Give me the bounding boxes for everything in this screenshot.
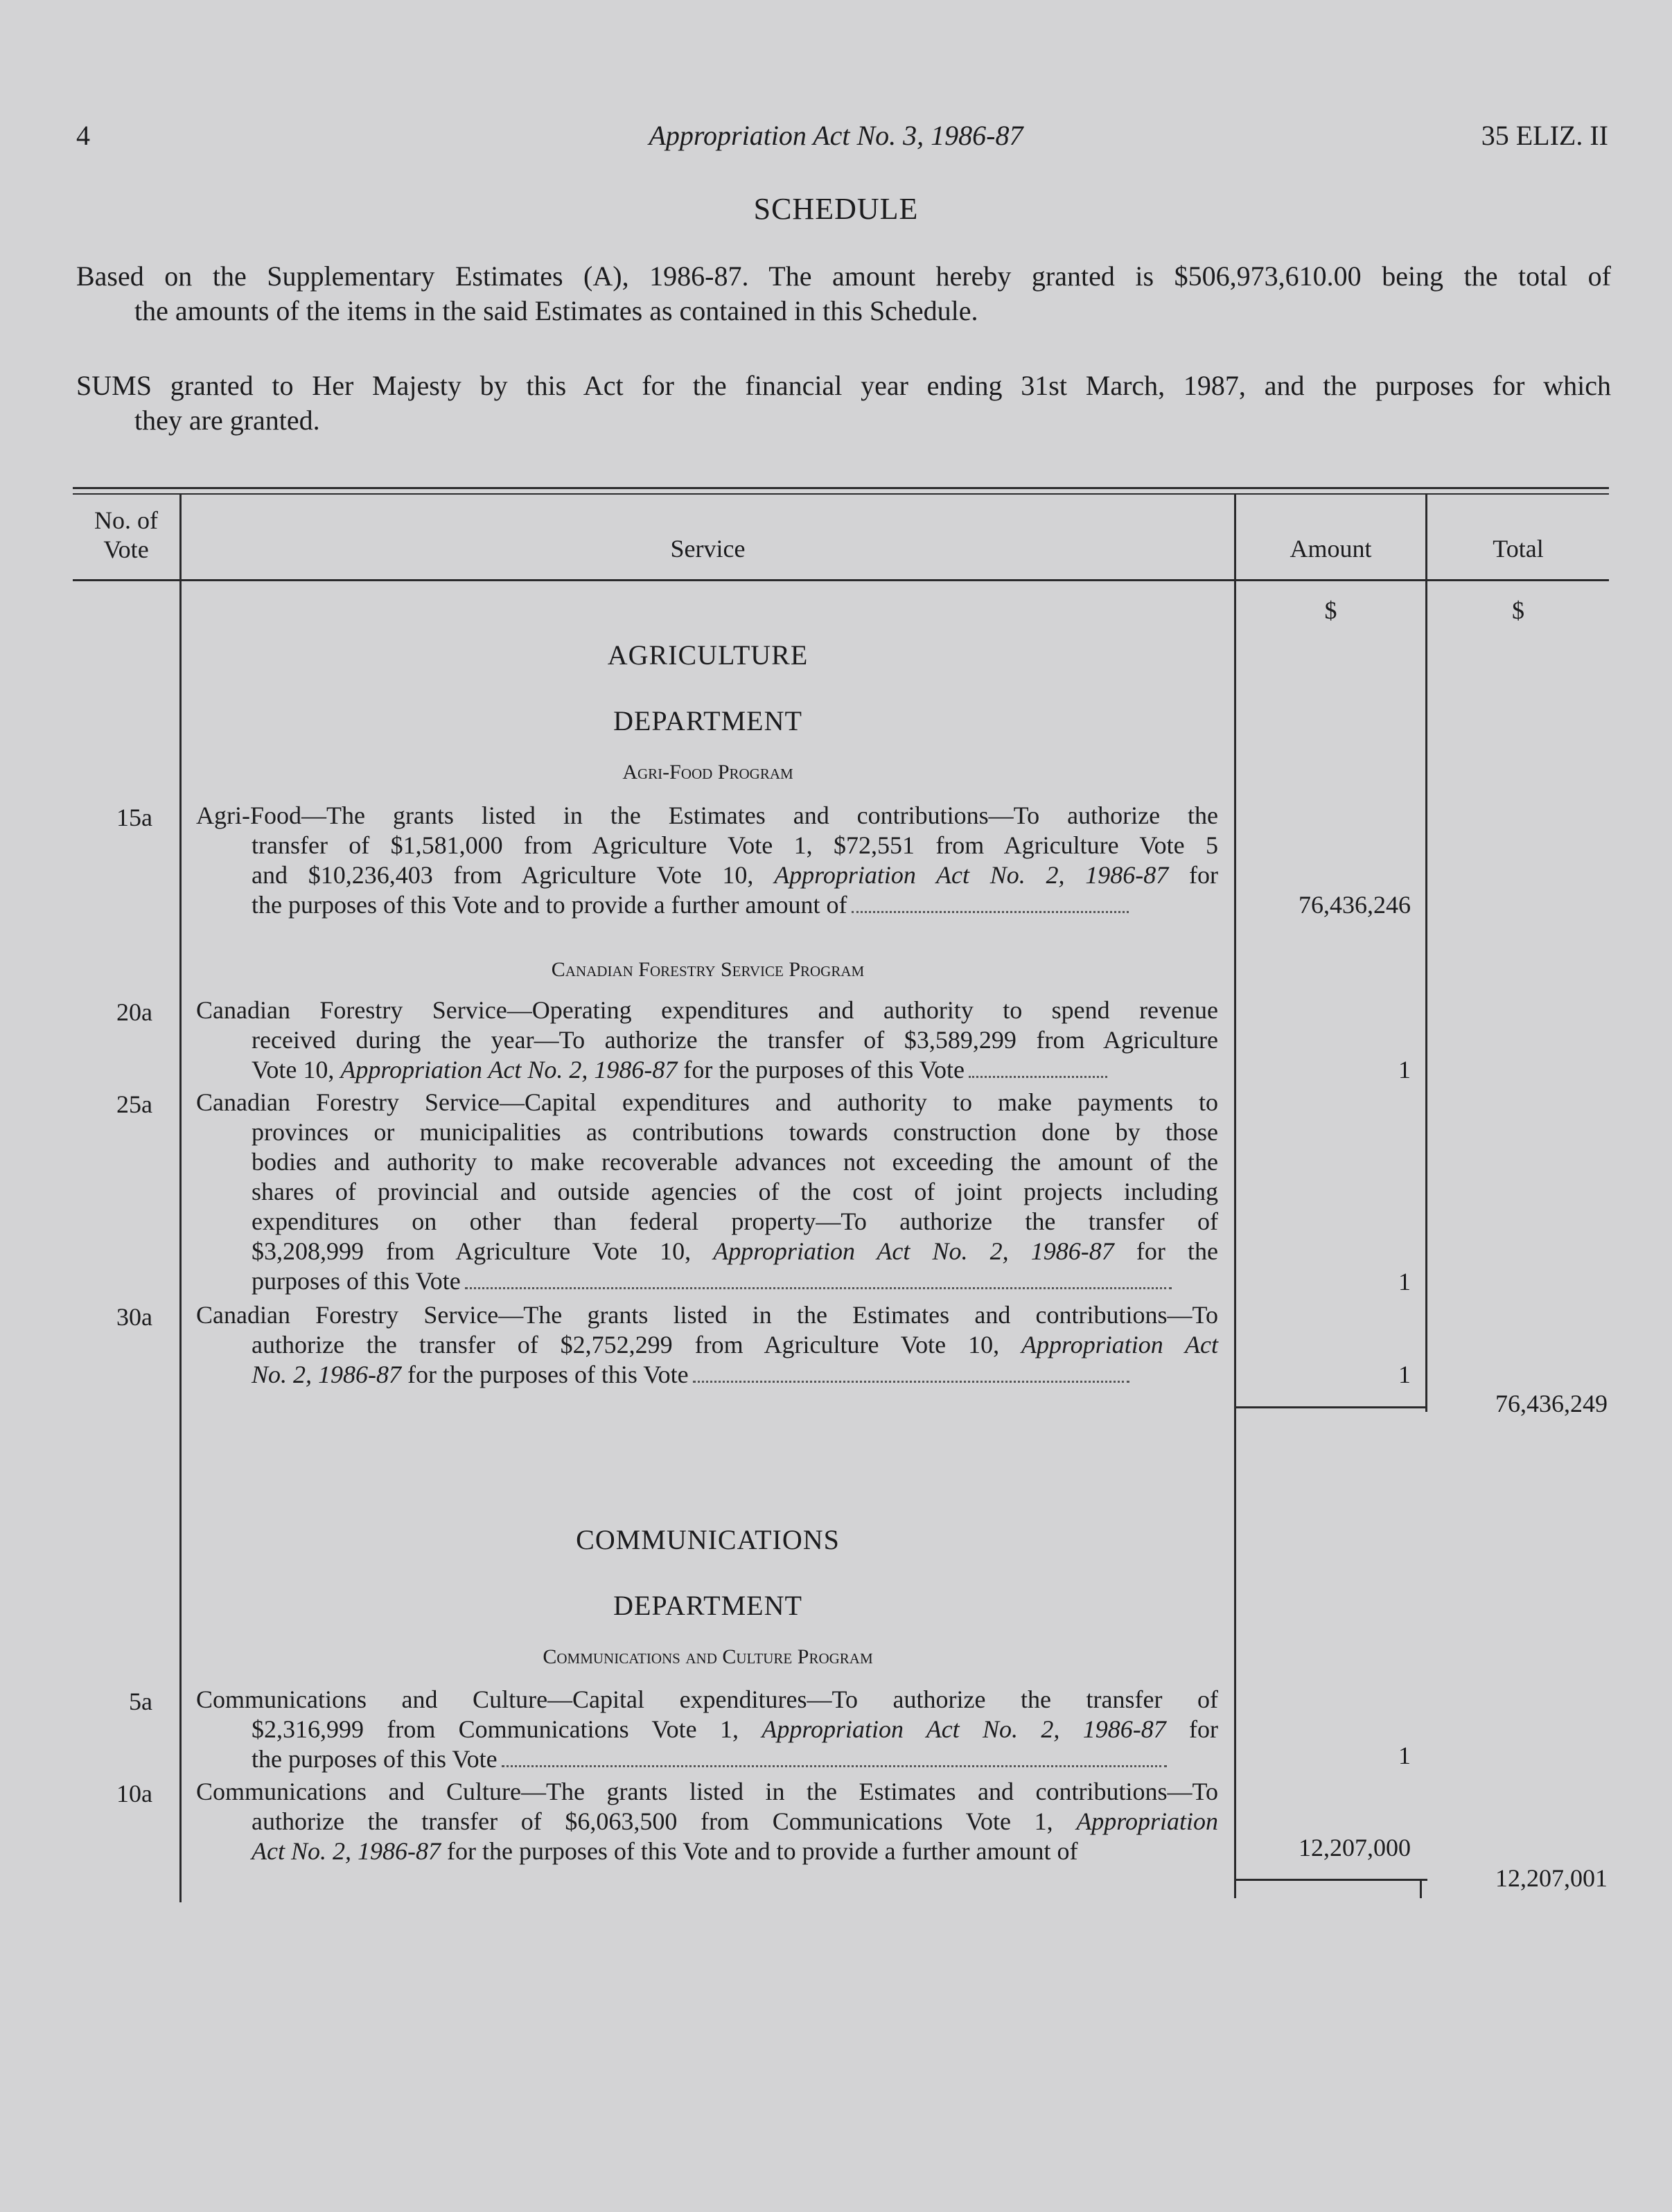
running-title: Appropriation Act No. 3, 1986-87: [649, 120, 1023, 151]
vote-number: 30a: [116, 1303, 152, 1331]
text-line: [196, 1055, 1218, 1085]
text-line: transfer of $1,581,000 from Agriculture Vote 1, $72,551 from Agriculture Vote 5: [252, 831, 1218, 859]
text-segment: authorize the transfer of $6,063,500 from Communications Vote 1,: [252, 1807, 1077, 1835]
table-top-rule-2: [73, 493, 1609, 495]
department-heading: DEPARTMENT: [613, 705, 802, 736]
text-line: Communications and Culture—Capital expenditures—To authorize the transfer of: [196, 1685, 1218, 1713]
text-segment: $2,316,999 from Communications Vote 1,: [252, 1715, 762, 1743]
vote-number: 5a: [129, 1688, 152, 1715]
department-heading: DEPARTMENT: [613, 1590, 802, 1621]
sums-line-2: they are granted.: [134, 405, 320, 436]
subtotal-rule-tick: [1420, 1879, 1422, 1898]
vote-amount: 12,207,000: [1299, 1834, 1411, 1861]
vote-number: 20a: [116, 998, 152, 1026]
program-heading: Canadian Forestry Service Program: [551, 958, 865, 981]
text-segment: for: [1165, 1715, 1218, 1743]
act-citation: Appropriation: [1076, 1807, 1218, 1835]
amount-column-left-divider: [1234, 493, 1236, 1898]
text-segment: and $10,236,403 from Agriculture Vote 10,: [252, 861, 775, 889]
leader-dots: [502, 1765, 1167, 1767]
schedule-title: SCHEDULE: [753, 192, 919, 226]
act-citation: No. 2, 1986-87: [252, 1361, 401, 1388]
ministry-total: 12,207,001: [1495, 1864, 1608, 1892]
text-segment: for the purposes of this Vote: [401, 1361, 689, 1388]
text-line: Canadian Forestry Service—The grants listed in the Estimates and contributions—To: [196, 1301, 1218, 1329]
text-line: [196, 1330, 1218, 1360]
text-line: Communications and Culture—The grants listed in the Estimates and contributions—To: [196, 1778, 1218, 1805]
intro-paragraph: [76, 259, 1611, 328]
sums-line-1: SUMS granted to Her Majesty by this Act for the financial year ending 31st March, 1987, and the purposes for which: [76, 370, 1611, 401]
text-line: shares of provincial and outside agencies of the cost of joint projects including: [252, 1178, 1218, 1205]
act-citation: Appropriation Act No. 2, 1986-87: [340, 1056, 678, 1083]
leader-dots: [693, 1381, 1129, 1383]
text-line: [196, 890, 1218, 920]
text-segment: purposes of this Vote: [252, 1267, 461, 1295]
vote-column-header: [73, 506, 179, 564]
text-segment: for the purposes of this Vote and to provide a further amount of: [440, 1837, 1078, 1865]
vote-description: [196, 1300, 1218, 1390]
text-line: provinces or municipalities as contributions towards construction done by those: [252, 1118, 1218, 1146]
text-segment: authorize the transfer of $2,752,299 from Agriculture Vote 10,: [252, 1331, 1022, 1359]
service-column-header: Service: [670, 535, 746, 563]
agriculture-subtotal-rule: [1234, 1406, 1427, 1408]
regnal-year: 35 ELIZ. II: [1481, 120, 1608, 151]
text-line: expenditures on other than federal property—To authorize the transfer of: [252, 1207, 1218, 1235]
text-line: [196, 860, 1218, 890]
vote-description: [196, 1088, 1218, 1296]
vote-number: 10a: [116, 1780, 152, 1807]
text-line: bodies and authority to make recoverable advances not exceeding the amount of the: [252, 1148, 1218, 1176]
text-line: [196, 1807, 1218, 1837]
ministry-heading: COMMUNICATIONS: [576, 1524, 840, 1555]
text-segment: for: [1168, 861, 1218, 889]
vote-header-line-2: Vote: [103, 536, 149, 563]
vote-amount: 76,436,246: [1299, 891, 1411, 919]
vote-amount: 1: [1398, 1268, 1411, 1295]
vote-description: [196, 1777, 1218, 1866]
text-segment: $3,208,999 from Agriculture Vote 10,: [252, 1237, 714, 1265]
page-number: 4: [76, 120, 90, 151]
leader-dots: [852, 911, 1129, 913]
text-segment: Vote 10,: [252, 1056, 341, 1083]
table-top-rule: [73, 487, 1609, 489]
leader-dots: [465, 1287, 1172, 1289]
act-citation: Appropriation Act: [1021, 1331, 1219, 1359]
vote-amount: 1: [1398, 1056, 1411, 1083]
amount-column-right-divider: [1425, 493, 1427, 1412]
amount-unit: $: [1324, 596, 1337, 624]
sums-paragraph: [76, 369, 1611, 438]
text-line: Canadian Forestry Service—Operating expenditures and authority to spend revenue: [196, 996, 1218, 1024]
total-unit: $: [1512, 596, 1524, 624]
intro-line-1: Based on the Supplementary Estimates (A), 1986-87. The amount hereby granted is $506,973,610.00 being the total of: [76, 260, 1611, 292]
vote-description: [196, 801, 1218, 920]
text-line: Agri-Food—The grants listed in the Estimates and contributions—To authorize the: [196, 802, 1218, 829]
amount-column-header: Amount: [1290, 535, 1372, 563]
text-segment: the purposes of this Vote and to provide a further amount of: [252, 891, 847, 919]
total-column-header: Total: [1493, 535, 1544, 563]
program-heading: Communications and Culture Program: [543, 1645, 873, 1668]
vote-number: 15a: [116, 804, 152, 831]
text-line: [196, 1744, 1218, 1774]
vote-amount: 1: [1398, 1361, 1411, 1388]
act-citation: Appropriation Act No. 2, 1986-87: [774, 861, 1169, 889]
vote-header-line-1: No. of: [94, 506, 158, 534]
act-citation: Appropriation Act No. 2, 1986-87: [762, 1715, 1166, 1743]
text-line: [196, 1360, 1218, 1390]
vote-number: 25a: [116, 1090, 152, 1118]
text-segment: for the purposes of this Vote: [677, 1056, 965, 1083]
text-line: [196, 1837, 1218, 1866]
intro-line-2: the amounts of the items in the said Estimates as contained in this Schedule.: [134, 295, 978, 326]
vote-description: [196, 996, 1218, 1085]
text-line: [196, 1266, 1218, 1296]
text-line: received during the year—To authorize the transfer of $3,589,299 from Agriculture: [252, 1026, 1218, 1054]
vote-amount: 1: [1398, 1742, 1411, 1769]
ministry-total: 76,436,249: [1495, 1390, 1608, 1417]
text-segment: for the: [1114, 1237, 1218, 1265]
communications-subtotal-rule: [1234, 1879, 1427, 1881]
act-citation: Act No. 2, 1986-87: [252, 1837, 441, 1865]
program-heading: Agri-Food Program: [622, 761, 793, 784]
act-citation: Appropriation Act No. 2, 1986-87: [713, 1237, 1114, 1265]
table-header-rule: [73, 579, 1609, 581]
text-segment: the purposes of this Vote: [252, 1745, 498, 1773]
text-line: Canadian Forestry Service—Capital expenditures and authority to make payments to: [196, 1088, 1218, 1116]
text-line: [196, 1237, 1218, 1266]
vote-description: [196, 1685, 1218, 1774]
ministry-heading: AGRICULTURE: [607, 639, 809, 671]
leader-dots: [969, 1076, 1107, 1078]
text-line: [196, 1715, 1218, 1744]
